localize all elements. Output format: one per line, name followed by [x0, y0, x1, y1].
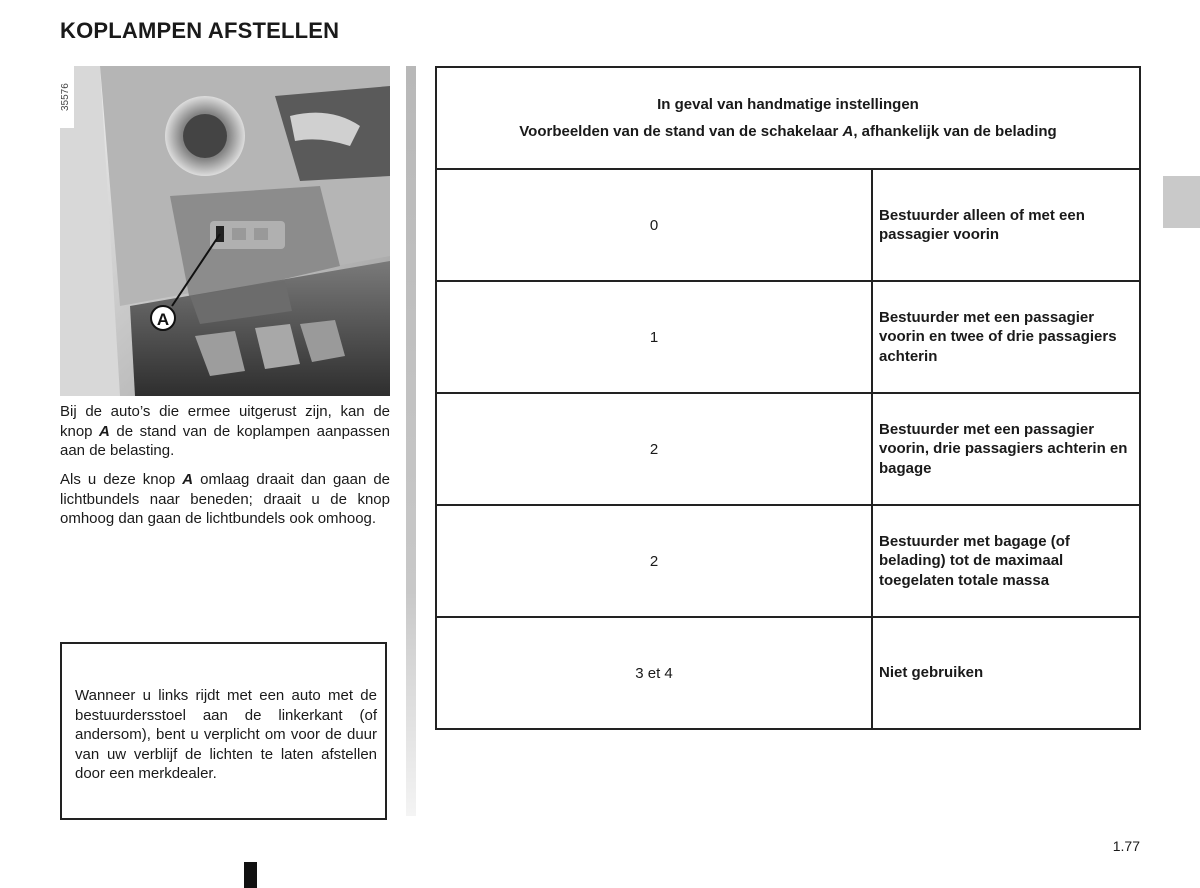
- load-description-cell: Bestuurder met een passagier voorin, drie passagiers achterin en bagage: [872, 393, 1140, 505]
- load-description-cell: Bestuurder met bagage (of belading) tot de maximaal toegelaten totale massa: [872, 505, 1140, 617]
- dashboard-photo: [60, 66, 390, 396]
- dashboard-illustration: [60, 66, 390, 396]
- page-number: 1.77: [1112, 838, 1140, 854]
- table-header-line2: Voorbeelden van de stand van de schakelaar A, afhankelijk van de belading: [519, 123, 1057, 140]
- table-row: [436, 393, 1140, 505]
- table-row: [436, 505, 1140, 617]
- position-cell: 1: [436, 281, 872, 393]
- footer-marker: [244, 862, 257, 888]
- figure-id: 35576: [60, 66, 74, 128]
- table-header-line1: In geval van handmatige instellingen: [657, 96, 919, 113]
- paragraph-adjust-knob: Bij de auto’s die ermee uitgerust zijn, kan de knop A de stand van de koplampen aanpassen aan de belasting.: [60, 403, 390, 459]
- table-row: [436, 169, 1140, 281]
- position-cell: 0: [436, 169, 872, 281]
- note-text: Wanneer u links rijdt met een auto met de bestuurdersstoel aan de linkerkant (of andersom), bent u verplicht om voor de duur van uw verblijf de lichten te laten afstellen door een merkdealer.: [75, 687, 377, 782]
- chapter-tab: [1163, 176, 1200, 228]
- load-description-cell: Bestuurder met een passagier voorin en twee of drie passagiers achterin: [872, 281, 1140, 393]
- load-description-cell: Niet gebruiken: [872, 617, 1140, 729]
- callout-a-label: A: [156, 310, 170, 329]
- position-cell: 3 et 4: [436, 617, 872, 729]
- load-description-cell: Bestuurder alleen of met een passagier voorin: [872, 169, 1140, 281]
- headlight-adjustment-table: [435, 66, 1141, 730]
- page-title: KOPLAMPEN AFSTELLEN: [60, 18, 340, 43]
- column-divider: [406, 66, 416, 816]
- table-row: [436, 281, 1140, 393]
- note-box: [60, 642, 387, 820]
- paragraph-knob-direction: Als u deze knop A omlaag draait dan gaan de lichtbundels naar beneden; draait u de knop omhoog dan gaan de lichtbundels ook omhoog.: [60, 471, 391, 527]
- position-cell: 2: [436, 393, 872, 505]
- table-row: [436, 617, 1140, 729]
- table-header: [436, 67, 1140, 169]
- position-cell: 2: [436, 505, 872, 617]
